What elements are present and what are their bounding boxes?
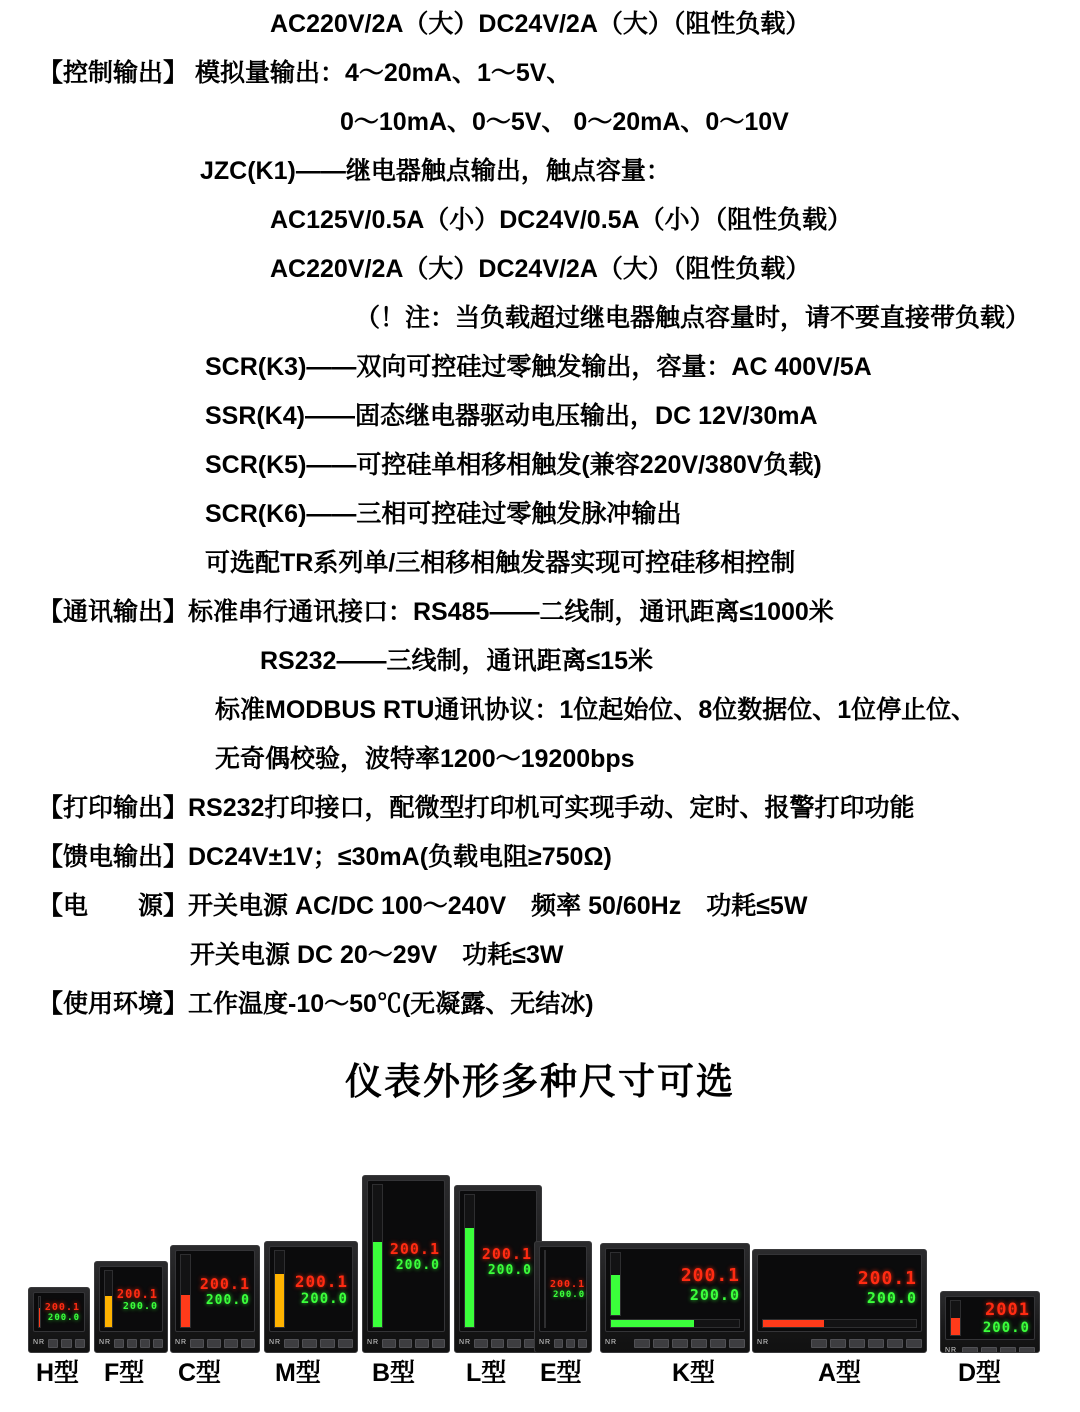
device-key[interactable] xyxy=(578,1339,587,1348)
product-device xyxy=(362,1175,450,1353)
spec-line: 【馈电输出】DC24V±1V；≤30mA(负载电阻≥750Ω) xyxy=(38,843,612,871)
spec-line: RS232——三线制，通讯距离≤15米 xyxy=(260,647,653,675)
pv-display: 200.1 xyxy=(199,1274,250,1293)
device-key[interactable] xyxy=(284,1339,299,1348)
brand-logo: NR xyxy=(605,1339,618,1346)
product-device xyxy=(534,1241,592,1353)
sv-display: 200.0 xyxy=(689,1285,740,1304)
brand-logo: NR xyxy=(459,1339,472,1346)
sv-display: 200.0 xyxy=(866,1288,917,1307)
device-keypad[interactable] xyxy=(753,1336,926,1352)
device-key[interactable] xyxy=(432,1339,445,1348)
device-key[interactable] xyxy=(830,1339,846,1348)
spec-line: AC220V/2A（大）DC24V/2A（大）（阻性负载） xyxy=(270,10,811,38)
product-model-labels xyxy=(0,1353,1080,1399)
brand-logo: NR xyxy=(367,1339,380,1346)
model-label: A型 xyxy=(818,1359,862,1387)
bargraph-indicator xyxy=(274,1250,285,1328)
pv-display: 200.1 xyxy=(294,1271,348,1291)
device-key[interactable] xyxy=(127,1339,137,1348)
device-key[interactable] xyxy=(634,1339,650,1348)
sv-display: 200.0 xyxy=(122,1300,158,1312)
device-key[interactable] xyxy=(653,1339,669,1348)
device-faceplate xyxy=(269,1246,353,1332)
device-key[interactable] xyxy=(849,1339,865,1348)
sv-display: 200.0 xyxy=(982,1320,1030,1336)
product-device xyxy=(170,1245,260,1353)
device-faceplate xyxy=(99,1266,163,1332)
device-key[interactable] xyxy=(672,1339,688,1348)
device-key[interactable] xyxy=(75,1339,85,1348)
brand-logo: NR xyxy=(539,1339,552,1346)
device-keypad[interactable] xyxy=(265,1336,357,1352)
spec-line: SSR(K4)——固态继电器驱动电压输出，DC 12V/30mA xyxy=(205,402,818,430)
device-key[interactable] xyxy=(710,1339,726,1348)
device-faceplate xyxy=(175,1250,255,1332)
sv-display: 200.0 xyxy=(47,1312,80,1323)
model-label: E型 xyxy=(540,1359,582,1387)
device-faceplate xyxy=(605,1248,745,1332)
brand-logo: NR xyxy=(945,1347,958,1353)
device-key[interactable] xyxy=(224,1339,238,1348)
spec-line: 【控制输出】 模拟量输出：4～20mA、1～5V、 xyxy=(38,59,572,87)
spec-line: AC220V/2A（大）DC24V/2A（大）（阻性负载） xyxy=(270,255,811,283)
sv-display: 200.0 xyxy=(553,1289,586,1300)
spec-line: SCR(K3)——双向可控硅过零触发输出，容量：AC 400V/5A xyxy=(205,353,872,381)
device-key[interactable] xyxy=(415,1339,428,1348)
pv-display: 200.1 xyxy=(116,1286,158,1301)
device-key[interactable] xyxy=(566,1339,575,1348)
product-device xyxy=(752,1249,927,1353)
spec-line: 【通讯输出】标准串行通讯接口：RS485——二线制，通讯距离≤1000米 xyxy=(38,598,834,626)
device-keypad[interactable] xyxy=(363,1336,449,1352)
pv-display: 200.1 xyxy=(44,1301,80,1313)
spec-line: 【打印输出】RS232打印接口，配微型打印机可实现手动、定时、报警打印功能 xyxy=(38,794,915,822)
device-key[interactable] xyxy=(48,1339,58,1348)
device-key[interactable] xyxy=(554,1339,563,1348)
device-key[interactable] xyxy=(114,1339,124,1348)
product-lineup-image xyxy=(0,1123,1080,1353)
model-label: C型 xyxy=(178,1359,222,1387)
bargraph-indicator xyxy=(38,1296,41,1328)
device-key[interactable] xyxy=(140,1339,150,1348)
product-device xyxy=(94,1261,168,1353)
product-device xyxy=(454,1185,542,1353)
product-device xyxy=(940,1291,1040,1353)
device-keypad[interactable] xyxy=(95,1336,167,1352)
device-key[interactable] xyxy=(729,1339,745,1348)
pv-display: 2001 xyxy=(985,1300,1030,1320)
sv-display: 200.0 xyxy=(487,1262,532,1278)
spec-line: 开关电源 DC 20～29V 功耗≤3W xyxy=(190,941,564,969)
pv-display: 200.1 xyxy=(680,1264,740,1286)
pv-display: 200.1 xyxy=(389,1239,440,1258)
spec-line: 无奇偶校验，波特率1200～19200bps xyxy=(215,745,635,773)
device-faceplate xyxy=(757,1254,922,1332)
device-key[interactable] xyxy=(507,1339,520,1348)
device-key[interactable] xyxy=(320,1339,335,1348)
bargraph-indicator xyxy=(372,1184,383,1328)
section-title: 仪表外形多种尺寸可选 xyxy=(345,1061,735,1102)
model-label: K型 xyxy=(672,1359,716,1387)
device-key[interactable] xyxy=(207,1339,221,1348)
spec-line: 【使用环境】工作温度-10～50℃(无凝露、无结冰) xyxy=(38,990,594,1018)
device-key[interactable] xyxy=(241,1339,255,1348)
pv-display: 200.1 xyxy=(550,1278,586,1290)
sv-display: 200.0 xyxy=(395,1257,440,1273)
brand-logo: NR xyxy=(175,1339,188,1346)
device-key[interactable] xyxy=(474,1339,487,1348)
device-key[interactable] xyxy=(382,1339,395,1348)
spec-line: SCR(K5)——可控硅单相移相触发(兼容220V/380V负载) xyxy=(205,451,822,479)
device-faceplate xyxy=(459,1190,537,1332)
device-key[interactable] xyxy=(153,1339,163,1348)
device-faceplate xyxy=(33,1292,85,1332)
sv-display: 200.0 xyxy=(300,1290,348,1307)
device-key[interactable] xyxy=(190,1339,204,1348)
bargraph-indicator xyxy=(610,1319,740,1328)
device-key[interactable] xyxy=(399,1339,412,1348)
device-key[interactable] xyxy=(811,1339,827,1348)
bargraph-indicator xyxy=(464,1194,475,1328)
product-device xyxy=(264,1241,358,1353)
pv-display: 200.1 xyxy=(481,1244,532,1263)
bargraph-indicator xyxy=(950,1300,961,1336)
bargraph-indicator xyxy=(544,1250,546,1328)
spec-line: JZC(K1)——继电器触点输出，触点容量： xyxy=(200,157,671,185)
bargraph-indicator xyxy=(180,1254,191,1328)
device-faceplate xyxy=(945,1296,1035,1340)
device-key[interactable] xyxy=(491,1339,504,1348)
bargraph-indicator xyxy=(104,1270,113,1328)
device-keypad[interactable] xyxy=(455,1336,541,1352)
device-key[interactable] xyxy=(868,1339,884,1348)
model-label: H型 xyxy=(36,1359,80,1387)
device-keypad[interactable] xyxy=(535,1336,591,1352)
brand-logo: NR xyxy=(269,1339,282,1346)
brand-logo: NR xyxy=(757,1339,770,1346)
device-keypad[interactable] xyxy=(601,1336,749,1352)
device-keypad[interactable] xyxy=(941,1344,1039,1353)
bargraph-indicator xyxy=(762,1319,917,1328)
device-key[interactable] xyxy=(906,1339,922,1348)
device-key[interactable] xyxy=(887,1339,903,1348)
bargraph-indicator xyxy=(610,1252,621,1316)
device-key[interactable] xyxy=(338,1339,353,1348)
device-key[interactable] xyxy=(691,1339,707,1348)
pv-display: 200.1 xyxy=(857,1267,917,1289)
model-label: B型 xyxy=(372,1359,416,1387)
spec-line: AC125V/0.5A（小）DC24V/0.5A（小）（阻性负载） xyxy=(270,206,853,234)
spec-line: 【电 源】开关电源 AC/DC 100～240V 频率 50/60Hz 功耗≤5W xyxy=(38,892,808,920)
product-device xyxy=(28,1287,90,1353)
spec-line: （！注：当负载超过继电器触点容量时，请不要直接带负载） xyxy=(355,304,1031,332)
device-key[interactable] xyxy=(61,1339,71,1348)
sv-display: 200.0 xyxy=(205,1292,250,1308)
device-key[interactable] xyxy=(302,1339,317,1348)
device-keypad[interactable] xyxy=(29,1336,89,1352)
model-label: D型 xyxy=(958,1359,1002,1387)
spec-line: 标准MODBUS RTU通讯协议：1位起始位、8位数据位、1位停止位、 xyxy=(215,696,977,724)
model-label: M型 xyxy=(275,1359,321,1387)
device-faceplate xyxy=(367,1180,445,1332)
spec-line: 可选配TR系列单/三相移相触发器实现可控硅移相控制 xyxy=(205,549,796,577)
device-keypad[interactable] xyxy=(171,1336,259,1352)
model-label: L型 xyxy=(466,1359,507,1387)
spec-line: SCR(K6)——三相可控硅过零触发脉冲输出 xyxy=(205,500,682,528)
device-faceplate xyxy=(539,1246,587,1332)
product-device xyxy=(600,1243,750,1353)
model-label: F型 xyxy=(104,1359,145,1387)
spec-line: 0～10mA、0～5V、 0～20mA、0～10V xyxy=(340,108,789,136)
brand-logo: NR xyxy=(32,1339,46,1346)
brand-logo: NR xyxy=(99,1339,112,1346)
